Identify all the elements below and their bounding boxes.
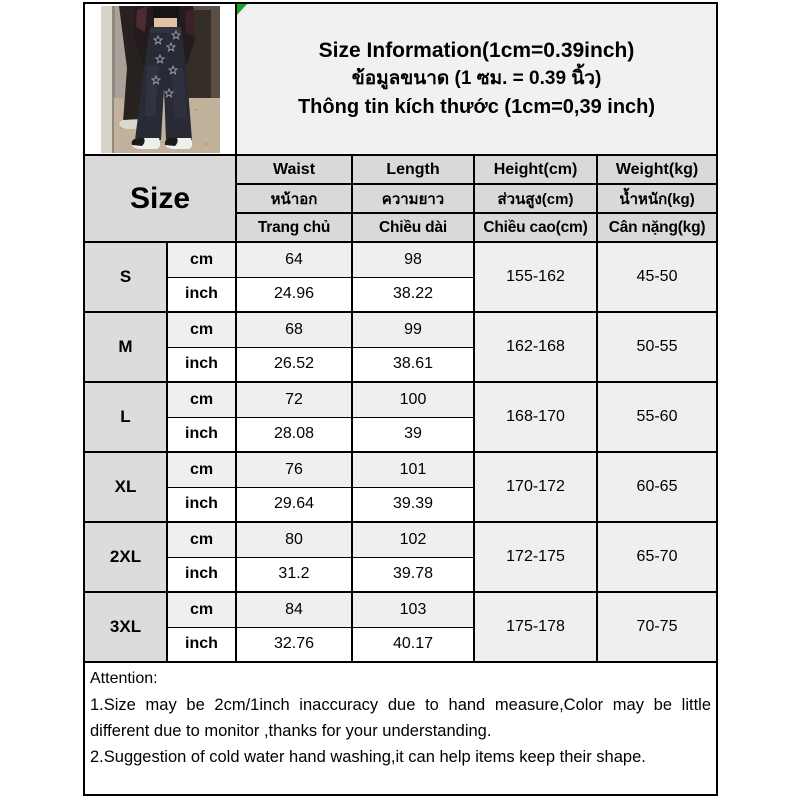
unit-label-inch: inch [167,627,236,662]
length-cm-value: 98 [352,242,474,277]
waist-inch-value: 32.76 [236,627,352,662]
length-inch-value: 39 [352,417,474,452]
waist-inch-value: 26.52 [236,347,352,382]
col-header-weight-vi: Cân nặng(kg) [597,213,717,242]
weight-range: 45-50 [597,242,717,312]
unit-label-cm: cm [167,242,236,277]
length-inch-value: 38.61 [352,347,474,382]
unit-label-inch: inch [167,557,236,592]
height-range: 168-170 [474,382,597,452]
title-english: Size Information(1cm=0.39inch) [318,39,635,62]
waist-cm-value: 68 [236,312,352,347]
col-header-length-en: Length [352,155,474,184]
unit-label-inch: inch [167,277,236,312]
height-range: 175-178 [474,592,597,662]
waist-inch-value: 24.96 [236,277,352,312]
attention-note-1: 1.Size may be 2cm/1inch inaccuracy due to hand measure,Color may be little different due to monitor ,thanks for your understanding. [90,696,712,740]
weight-range: 65-70 [597,522,717,592]
waist-cm-value: 72 [236,382,352,417]
height-range: 172-175 [474,522,597,592]
unit-label-cm: cm [167,382,236,417]
unit-label-inch: inch [167,417,236,452]
length-inch-value: 40.17 [352,627,474,662]
size-label-3xl: 3XL [84,592,167,662]
title-vietnamese: Thông tin kích thước (1cm=0,39 inch) [297,96,656,118]
waist-inch-value: 28.08 [236,417,352,452]
attention-note-2: 2.Suggestion of cold water hand washing,it can help items keep their shape. [90,748,646,766]
size-label-s: S [84,242,167,312]
length-cm-value: 101 [352,452,474,487]
green-corner-marker [237,4,247,15]
col-header-length-vi: Chiều dài [352,213,474,242]
title-cell [236,3,717,155]
waist-inch-value: 29.64 [236,487,352,522]
attention-heading: Attention: [90,670,158,687]
size-label-m: M [84,312,167,382]
title-thai: ข้อมูลขนาด (1 ซม. = 0.39 นิ้ว) [351,68,602,89]
height-range: 162-168 [474,312,597,382]
col-header-height-en: Height(cm) [474,155,597,184]
waist-cm-value: 84 [236,592,352,627]
weight-range: 60-65 [597,452,717,522]
col-header-length-th: ความยาว [352,184,474,213]
waist-inch-value: 31.2 [236,557,352,592]
unit-label-cm: cm [167,592,236,627]
product-photo-jeans-model [101,6,220,153]
size-chart-sheet [83,2,718,796]
unit-label-inch: inch [167,347,236,382]
size-table [83,2,718,796]
size-label-2xl: 2XL [84,522,167,592]
size-header: Size [84,155,236,242]
length-inch-value: 38.22 [352,277,474,312]
col-header-waist-th: หน้าอก [236,184,352,213]
height-range: 170-172 [474,452,597,522]
col-header-waist-vi: Trang chủ [236,213,352,242]
length-cm-value: 100 [352,382,474,417]
length-cm-value: 103 [352,592,474,627]
waist-cm-value: 80 [236,522,352,557]
col-header-waist-en: Waist [236,155,352,184]
unit-label-cm: cm [167,522,236,557]
length-inch-value: 39.39 [352,487,474,522]
length-cm-value: 102 [352,522,474,557]
unit-label-cm: cm [167,312,236,347]
length-cm-value: 99 [352,312,474,347]
col-header-weight-en: Weight(kg) [597,155,717,184]
waist-cm-value: 76 [236,452,352,487]
col-header-height-vi: Chiều cao(cm) [474,213,597,242]
height-range: 155-162 [474,242,597,312]
size-label-l: L [84,382,167,452]
size-label-xl: XL [84,452,167,522]
weight-range: 50-55 [597,312,717,382]
col-header-weight-th: น้ำหนัก(kg) [597,184,717,213]
product-photo-cell [84,3,236,155]
unit-label-cm: cm [167,452,236,487]
attention-section [84,662,717,795]
waist-cm-value: 64 [236,242,352,277]
unit-label-inch: inch [167,487,236,522]
col-header-height-th: ส่วนสูง(cm) [474,184,597,213]
length-inch-value: 39.78 [352,557,474,592]
weight-range: 55-60 [597,382,717,452]
weight-range: 70-75 [597,592,717,662]
